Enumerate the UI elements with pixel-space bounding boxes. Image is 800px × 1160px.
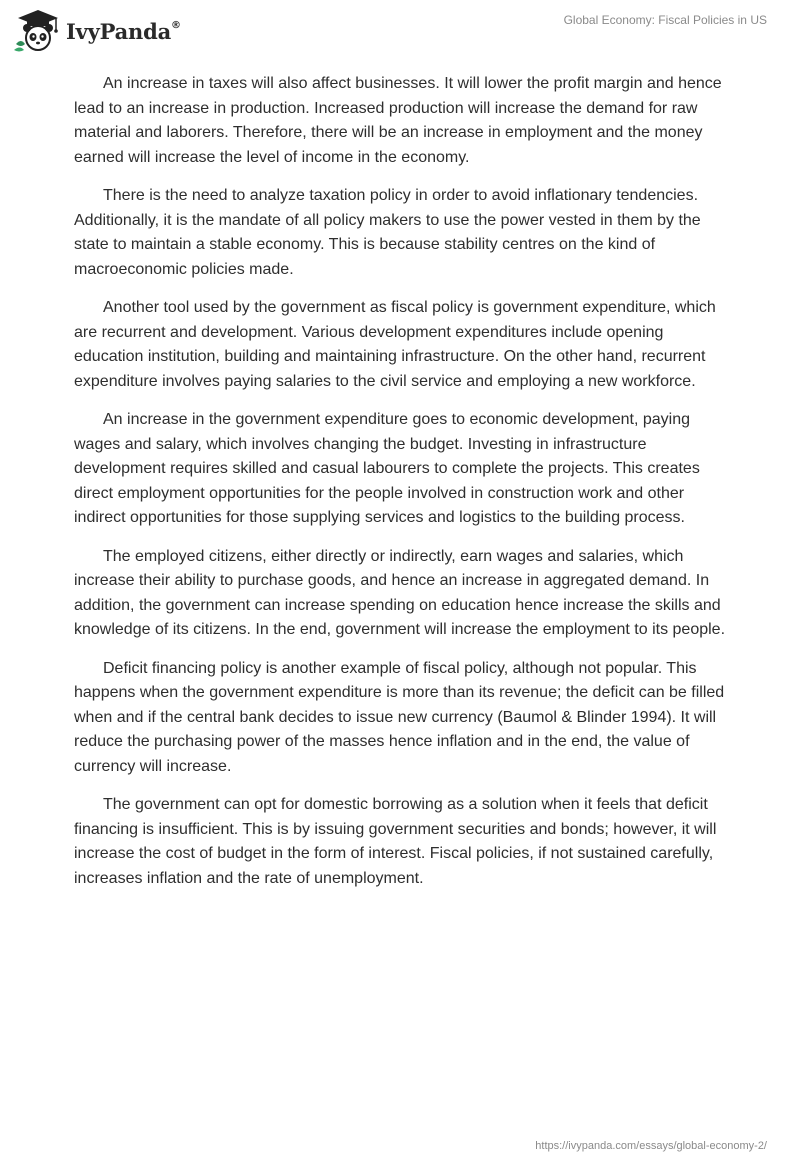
source-url[interactable]: https://ivypanda.com/essays/global-economy-2/ bbox=[535, 1140, 767, 1152]
paragraph: The employed citizens, either directly or indirectly, earn wages and salaries, which increase their ability to purchase goods, and hence an increase in aggregated demand. In addition, the government can increase spending on education hence increase the skills and knowledge of its citizens. In the end, government will increase the employment to its people. bbox=[74, 547, 726, 638]
logo-wordmark bbox=[66, 19, 181, 44]
paragraph: Deficit financing policy is another example of fiscal policy, although not popular. This happens when the government expenditure is more than its revenue; the deficit can be filled when and if the central bank decides to issue new currency (Baumol & Blinder 1994). It will reduce the purchasing power of the masses hence inflation and in the end, the value of currency will increase. bbox=[74, 659, 725, 775]
paragraph: There is the need to analyze taxation policy in order to avoid inflationary tendencies. Additionally, it is the mandate of all policy makers to use the power vested in them by the state to maintain a stable economy. This is because stability centres on the kind of macroeconomic policies made. bbox=[74, 187, 701, 278]
panda-graduate-icon bbox=[12, 8, 64, 52]
paragraph: An increase in taxes will also affect businesses. It will lower the profit margin and hence lead to an increase in production. Increased production will increase the demand for raw material and laborers. Therefore, there will be an increase in employment and the money earned will increase the level of income in the economy. bbox=[74, 75, 722, 166]
paragraph: The government can opt for domestic borrowing as a solution when it feels that deficit financing is insufficient. This is by issuing government securities and bonds; however, it will increase the cost of budget in the form of interest. Fiscal policies, if not sustained carefully, increases inflation and the rate of unemployment. bbox=[74, 796, 717, 887]
essay-body bbox=[74, 72, 730, 905]
paragraph: Another tool used by the government as fiscal policy is government expenditure, which are recurrent and development. Various development expenditures include opening education institution, building and maintaining infrastructure. On the other hand, recurrent expenditure involves paying salaries to the civil service and employing a new workforce. bbox=[74, 299, 716, 390]
logo-text: IvyPanda bbox=[66, 18, 172, 44]
document-title: Global Economy: Fiscal Policies in US bbox=[563, 13, 767, 27]
page-header bbox=[0, 0, 800, 60]
paragraph: An increase in the government expenditure goes to economic development, paying wages and salary, which involves changing the budget. Investing in infrastructure development requires skilled and casual labourers to complete the projects. This creates direct employment opportunities for the people involved in construction work and other indirect opportunities for those supplying services and logistics to the building process. bbox=[74, 411, 700, 526]
registered-mark: ® bbox=[171, 19, 181, 31]
ivypanda-logo[interactable] bbox=[12, 8, 181, 52]
